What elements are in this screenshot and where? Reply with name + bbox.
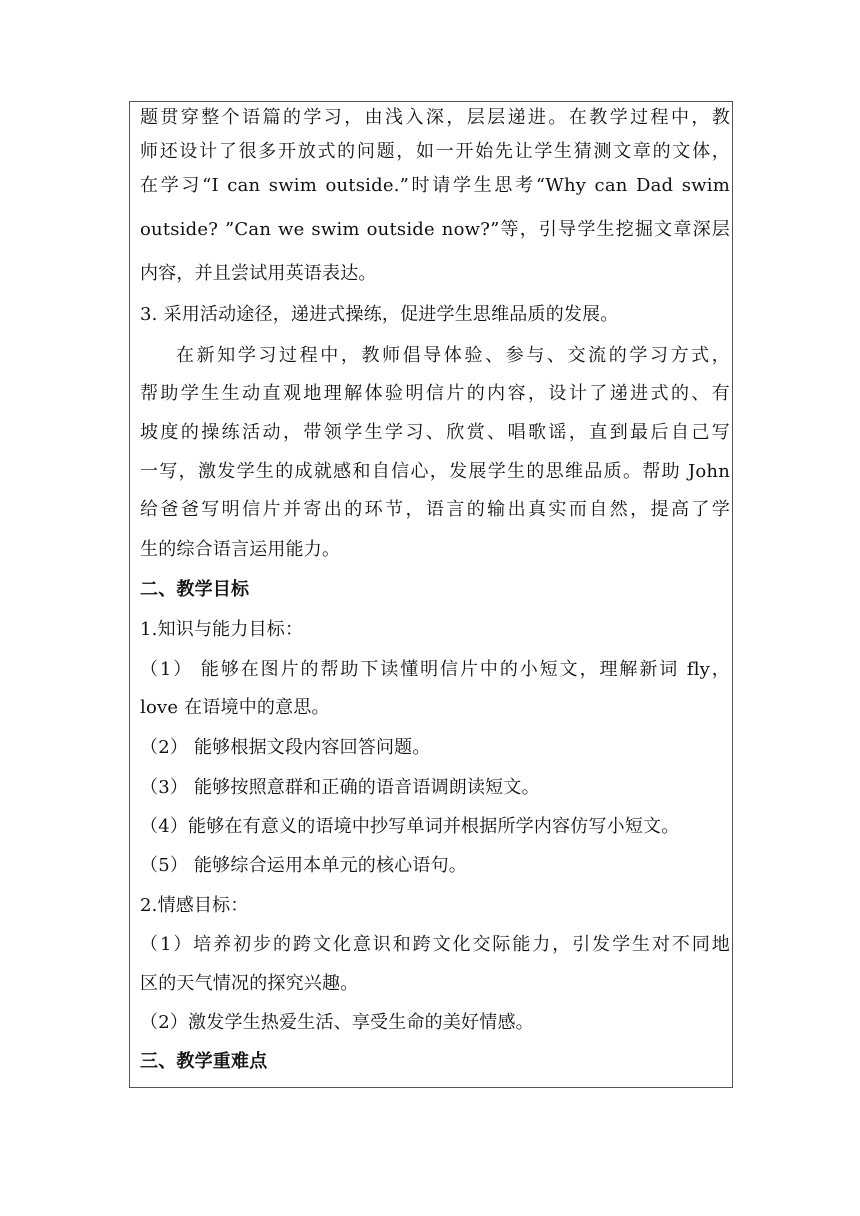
goal-2-heading: 2.情感目标： <box>140 895 249 916</box>
paragraph-line: 内容，并且尝试用英语表达。 <box>140 263 377 284</box>
point-3-heading: 3. 采用活动途径，递进式操练，促进学生思维品质的发展。 <box>140 304 619 325</box>
goal-1-item: （3） 能够按照意群和正确的语音语调朗读短文。 <box>140 777 540 798</box>
goal-1-heading: 1.知识与能力目标： <box>140 619 304 640</box>
section-3-title: 三、教学重难点 <box>140 1051 268 1072</box>
paragraph-line: 在学习“I can swim outside.”时请学生思考“Why can Dad swim <box>140 175 730 196</box>
paragraph-line: 给爸爸写明信片并寄出的环节，语言的输出真实而自然，提高了学 <box>140 499 730 520</box>
goal-2-item: （1）培养初步的跨文化意识和跨文化交际能力，引发学生对不同地 <box>140 934 730 955</box>
paragraph-line: 在新知学习过程中，教师倡导体验、参与、交流的学习方式， <box>176 345 730 366</box>
paragraph-line: 师还设计了很多开放式的问题，如一开始先让学生猜测文章的文体， <box>140 141 730 162</box>
goal-1-item: （5） 能够综合运用本单元的核心语句。 <box>140 855 467 876</box>
paragraph-line: 一写，激发学生的成就感和自信心，发展学生的思维品质。帮助 John <box>140 461 730 482</box>
goal-1-item: （4）能够在有意义的语境中抄写单词并根据所学内容仿写小短文。 <box>140 816 680 837</box>
paragraph-line: 坡度的操练活动，带领学生学习、欣赏、唱歌谣，直到最后自己写 <box>140 422 730 443</box>
paragraph-line: 题贯穿整个语篇的学习，由浅入深，层层递进。在教学过程中，教 <box>140 107 730 128</box>
goal-1-item: （2） 能够根据文段内容回答问题。 <box>140 737 431 758</box>
section-2-title: 二、教学目标 <box>140 579 250 600</box>
paragraph-line: 生的综合语言运用能力。 <box>140 539 341 560</box>
goal-2-item: （2）激发学生热爱生活、享受生命的美好情感。 <box>140 1012 534 1033</box>
goal-2-item: 区的天气情况的探究兴趣。 <box>140 973 359 994</box>
paragraph-line: 帮助学生生动直观地理解体验明信片的内容，设计了递进式的、有 <box>140 383 730 404</box>
goal-1-item: love 在语境中的意思。 <box>140 697 330 718</box>
paragraph-line: outside? ”Can we swim outside now?”等，引导学生挖掘文章深层 <box>140 219 730 240</box>
goal-1-item: （1） 能够在图片的帮助下读懂明信片中的小短文，理解新词 fly， <box>140 659 730 680</box>
